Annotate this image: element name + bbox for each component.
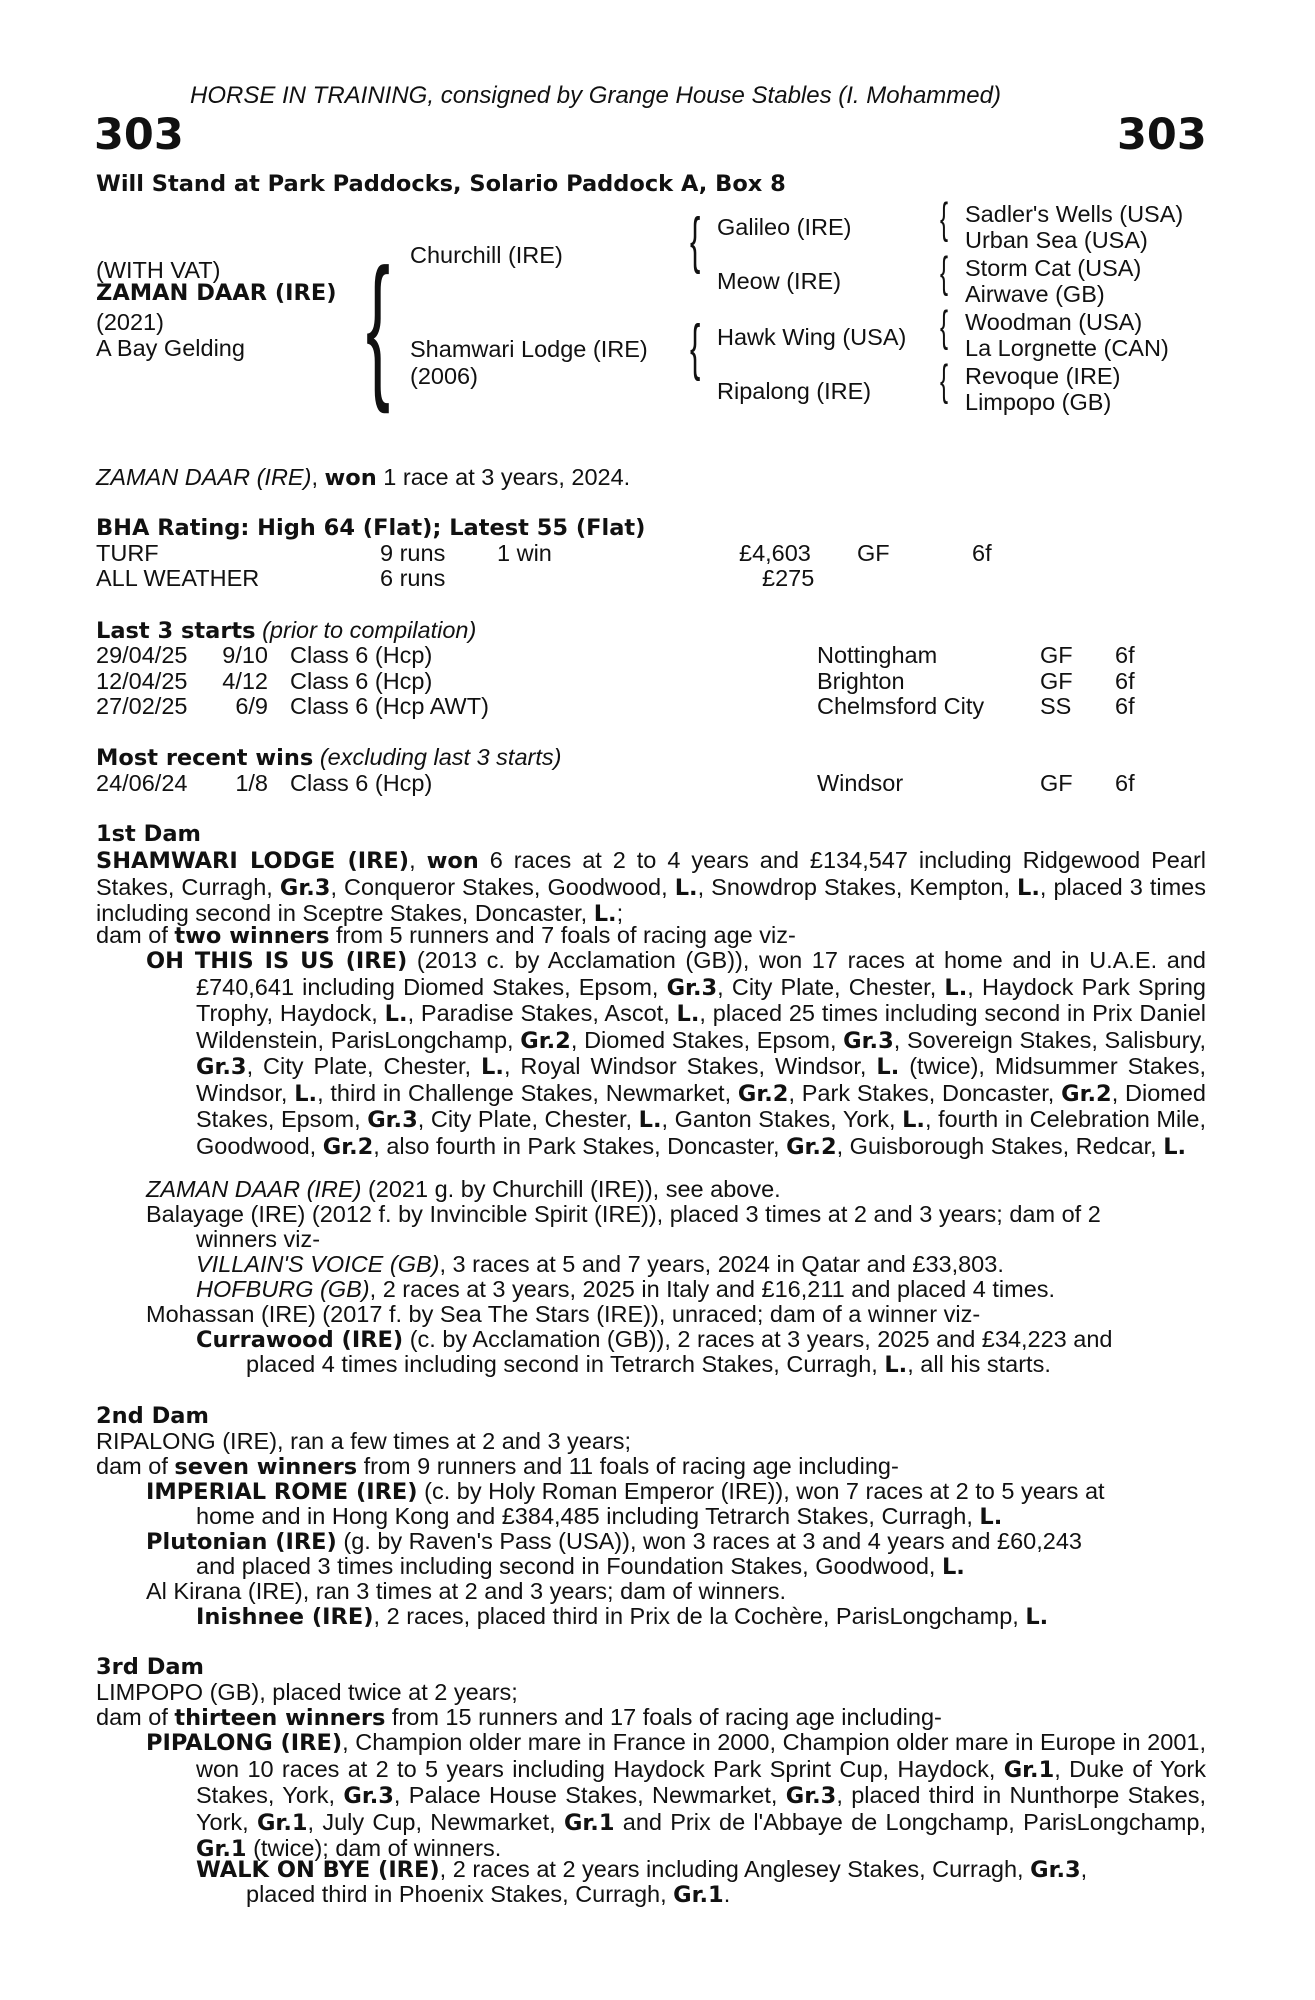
last-start-dist: 6f <box>1115 642 1135 668</box>
pedigree-brace-3c: { <box>940 302 949 351</box>
pedigree-brace-2a: { <box>690 206 701 275</box>
race-grade-mark: Gr.1 <box>1003 1756 1055 1783</box>
pedigree-brace-3d: { <box>940 356 949 405</box>
mohassan-line: Mohassan (IRE) (2017 f. by Sea The Stars (IRE)), unraced; dam of a winner viz- <box>146 1301 981 1327</box>
currawood-name: Currawood (IRE) <box>196 1327 404 1353</box>
dam3-pipalong <box>146 1730 1206 1863</box>
race-grade-mark: Gr.2 <box>322 1133 374 1160</box>
last-start-going: GF <box>1040 667 1073 694</box>
lot-number-right: 303 <box>1117 110 1207 160</box>
rating-runs-0: 9 runs <box>380 540 446 566</box>
dam1-damof-rest: from 5 runners and 7 foals of racing age viz- <box>336 922 796 948</box>
recent-wins-note: (excluding last 3 starts) <box>319 744 562 770</box>
race-grade-mark: L. <box>481 1054 504 1080</box>
dam2-line-1: RIPALONG (IRE), ran a few times at 2 and 3 years; <box>96 1428 632 1454</box>
pedigree-brace-1: { <box>366 235 391 414</box>
dam1-listed-3: L. <box>593 901 617 927</box>
race-grade-mark: L. <box>638 1107 662 1133</box>
last-start-pos: 4/12 <box>222 667 268 694</box>
pedigree-dss: Woodman (USA) <box>965 309 1143 335</box>
last-start-going: SS <box>1040 693 1072 719</box>
last-start-course: Brighton <box>817 667 905 694</box>
pedigree-sire: Churchill (IRE) <box>410 242 563 268</box>
rating-going-0: GF <box>857 540 890 566</box>
dam1-listed-2: L. <box>1017 874 1040 901</box>
dam2-damof: dam of <box>96 1453 168 1479</box>
rating-runs-1: 6 runs <box>380 565 446 591</box>
balayage-line-1: Balayage (IRE) (2012 f. by Invincible Spirit (IRE)), placed 3 times at 2 and 3 years; dam of 2 <box>146 1201 1101 1227</box>
rating-earnings-1: £275 <box>762 565 815 591</box>
race-grade-mark: Gr.3 <box>666 974 718 1001</box>
race-grade-mark: L. <box>676 1001 700 1027</box>
dam1-name: SHAMWARI LODGE (IRE) <box>96 848 410 874</box>
recent-win-going: GF <box>1040 770 1073 796</box>
last-start-race: Class 6 (Hcp) <box>290 667 433 694</box>
dam2-progeny-line <box>96 1454 899 1481</box>
rating-surface-0: TURF <box>96 540 159 566</box>
hofburg-name: HOFBURG (GB) <box>196 1276 370 1302</box>
recent-wins-heading <box>96 745 561 772</box>
dam1-oh-this-is-us <box>146 948 1206 1160</box>
last-start-pos: 9/10 <box>222 642 268 668</box>
last-starts-heading <box>96 618 476 645</box>
imperial-name: IMPERIAL ROME (IRE) <box>146 1479 418 1505</box>
race-grade-mark: Gr.1 <box>196 1836 247 1862</box>
dam1-text-2: , Conqueror Stakes, Goodwood, <box>330 873 668 900</box>
pedigree-brace-3b: { <box>940 248 949 297</box>
plutonian-line-1 <box>146 1529 1082 1556</box>
last-start-date: 27/02/25 <box>96 693 188 719</box>
last-start-dist: 6f <box>1115 667 1135 694</box>
dam1-won: won <box>426 848 479 874</box>
pedigree-ddd: Limpopo (GB) <box>965 389 1112 415</box>
plutonian-listed: L. <box>941 1554 965 1580</box>
race-grade-mark: Gr.3 <box>843 1027 894 1054</box>
recent-win-course: Windsor <box>817 770 904 796</box>
dam1-text-4: , placed 3 times including second in Sceptre Stakes, Doncaster, <box>96 873 1206 926</box>
dam1-heading: 1st Dam <box>96 821 201 847</box>
walk-on-bye-comma: , <box>1080 1856 1088 1882</box>
al-kirana-line: Al Kirana (IRE), ran 3 times at 2 and 3 years; dam of winners. <box>146 1578 786 1604</box>
race-grade-mark: L. <box>944 974 968 1001</box>
pedigree-dam-year: (2006) <box>410 363 478 389</box>
plutonian-text-2: and placed 3 times including second in Foundation Stakes, Goodwood, <box>196 1553 936 1579</box>
inishnee-name: Inishnee (IRE) <box>196 1604 374 1630</box>
imperial-listed: L. <box>979 1504 1003 1530</box>
inishnee-text: , 2 races, placed third in Prix de la Cochère, ParisLongchamp, <box>373 1603 1019 1629</box>
consignor-line: HORSE IN TRAINING, consigned by Grange House Stables (I. Mohammed) <box>190 82 1001 109</box>
imperial-text-1: (c. by Holy Roman Emperor (IRE)), won 7 races at 2 to 5 years at <box>424 1478 1105 1504</box>
dam3-winners: thirteen winners <box>174 1705 386 1731</box>
dam1-progeny-line <box>96 923 796 950</box>
hofburg-line <box>196 1277 1055 1303</box>
pedigree-sss: Sadler's Wells (USA) <box>965 201 1184 227</box>
race-grade-mark: Gr.3 <box>785 1783 837 1809</box>
race-grade-mark: Gr.2 <box>786 1133 837 1160</box>
dam1-text-5: ; <box>616 900 624 926</box>
inishnee-listed: L. <box>1025 1604 1049 1630</box>
race-grade-mark: Gr.1 <box>256 1809 308 1836</box>
walk-on-bye-grade-1: Gr.1 <box>673 1882 724 1908</box>
race-grade-mark: Gr.3 <box>343 1783 394 1809</box>
balayage-line-2: winners viz- <box>196 1226 321 1252</box>
dam1-text-3: , Snowdrop Stakes, Kempton, <box>697 873 1010 900</box>
pedigree-dds: Revoque (IRE) <box>965 363 1121 389</box>
walk-on-bye-name: WALK ON BYE (IRE) <box>196 1857 440 1883</box>
oh-this-is-us-text: (2013 c. by Acclamation (GB)), won 17 races at home and in U.A.E. and £740,641 including Diomed Stakes, Epsom, Gr.3, City Plate, Chester, L., Haydock Park Spring Trophy, Haydock, L., Paradise Stakes, Ascot, L., placed 25 times including second in Prix Daniel Wildenstein, ParisLongchamp, Gr.2, Diomed Stakes, Epsom, Gr.3, Sovereign Stakes, Salisbury, Gr.3, City Plate, Chester, L., Royal Windsor Stakes, Windsor, L. (twice), Midsummer Stakes, Windsor, L., third in Challenge Stakes, Newmarket, Gr.2, Park Stakes, Doncaster, Gr.2, Diomed Stakes, Epsom, Gr.3, City Plate, Chester, L., Ganton Stakes, York, L., fourth in Celebration Mile, Goodwood, Gr.2, also fourth in Park Stakes, Doncaster, Gr.2, Guisborough Stakes, Redcar, L. <box>196 947 1207 1160</box>
race-grade-mark: L. <box>294 1080 318 1107</box>
walk-on-bye-line-2 <box>246 1882 730 1909</box>
dam1-damof: dam of <box>96 922 168 948</box>
last-start-dist: 6f <box>1115 693 1135 719</box>
pedigree-dd: Ripalong (IRE) <box>717 378 872 404</box>
rating-wins-0: 1 win <box>497 540 552 566</box>
recent-win-race: Class 6 (Hcp) <box>290 770 433 796</box>
dam3-damof-rest: from 15 runners and 17 foals of racing age including- <box>391 1704 942 1730</box>
pedigree-dam: Shamwari Lodge (IRE) <box>410 336 648 362</box>
pedigree-sd: Meow (IRE) <box>717 268 842 294</box>
horse-year: (2021) <box>96 309 164 335</box>
last-starts-title: Last 3 starts <box>96 618 256 644</box>
recent-win-date: 24/06/24 <box>96 770 188 796</box>
dam1-winners: two winners <box>174 923 330 949</box>
rating-dist-0: 6f <box>972 540 992 566</box>
currawood-text-1: (c. by Acclamation (GB)), 2 races at 3 years, 2025 and £34,223 and <box>409 1326 1113 1352</box>
plutonian-name: Plutonian (IRE) <box>146 1529 337 1555</box>
pipalong-text: , Champion older mare in France in 2000, Champion older mare in Europe in 2001, won 10 races at 2 to 5 years including Haydock Park Sprint Cup, Haydock, Gr.1, Duke of York Stakes, York, Gr.3, Palace House Stakes, Newmarket, Gr.3, placed third in Nunthorpe Stakes, York, Gr.1, July Cup, Newmarket, Gr.1 and Prix de l'Abbaye de Longchamp, ParisLongchamp, Gr.1 (twice); dam of winners. <box>196 1729 1206 1862</box>
race-grade-mark: L. <box>1163 1133 1187 1160</box>
walk-on-bye-grade-3: Gr.3 <box>1030 1857 1081 1883</box>
dam3-progeny-line <box>96 1705 942 1732</box>
stabling-line: Will Stand at Park Paddocks, Solario Paddock A, Box 8 <box>96 171 786 197</box>
oh-this-is-us-name: OH THIS IS US (IRE) <box>146 948 408 974</box>
race-grade-mark: L. <box>876 1054 900 1080</box>
vat-label: (WITH VAT) <box>96 257 221 283</box>
villain-line <box>196 1252 1004 1278</box>
last-start-race: Class 6 (Hcp AWT) <box>290 693 489 719</box>
race-grade-mark: Gr.2 <box>520 1027 571 1054</box>
dam3-heading: 3rd Dam <box>96 1654 204 1680</box>
race-grade-mark: Gr.3 <box>367 1107 418 1133</box>
lot-number-left: 303 <box>94 110 184 160</box>
last-start-date: 29/04/25 <box>96 642 188 668</box>
plutonian-text-1: (g. by Raven's Pass (USA)), won 3 races at 3 and 4 years and £60,243 <box>343 1528 1082 1554</box>
race-grade-mark: Gr.2 <box>737 1080 789 1107</box>
pedigree-dsd: La Lorgnette (CAN) <box>965 335 1169 361</box>
summary-won: won <box>324 465 377 491</box>
inishnee-line <box>196 1604 1048 1631</box>
recent-win-pos: 1/8 <box>235 770 268 796</box>
currawood-listed: L. <box>884 1352 908 1378</box>
summary-rest: 1 race at 3 years, 2024. <box>383 464 631 490</box>
last-start-going: GF <box>1040 642 1073 668</box>
plutonian-line-2 <box>196 1554 965 1581</box>
pedigree-ss: Galileo (IRE) <box>717 214 852 240</box>
dam1-record: SHAMWARI LODGE (IRE), won 6 races at 2 to 4 years and £134,547 including Ridgewood Pearl Stakes, Curragh, Gr.3, Conqueror Stakes, Goodwood, L., Snowdrop Stakes, Kempton, L., placed 3 times including second in Sceptre Stakes, Doncaster, L.; <box>96 847 1206 927</box>
imperial-line-1 <box>146 1479 1105 1506</box>
race-grade-mark: Gr.3 <box>196 1054 247 1080</box>
walk-on-bye-text-2: placed third in Phoenix Stakes, Curragh, <box>246 1881 667 1907</box>
race-grade-mark: Gr.2 <box>1061 1080 1112 1107</box>
last-start-course: Nottingham <box>817 642 938 668</box>
rating-surface-1: ALL WEATHER <box>96 565 260 591</box>
recent-win-dist: 6f <box>1115 770 1135 796</box>
last-start-date: 12/04/25 <box>96 667 188 694</box>
last-starts-note: (prior to compilation) <box>262 617 477 643</box>
recent-wins-title: Most recent wins <box>96 745 314 771</box>
summary-name: ZAMAN DAAR (IRE) <box>96 464 312 490</box>
zaman-name: ZAMAN DAAR (IRE) <box>146 1176 362 1202</box>
dam2-winners: seven winners <box>174 1454 358 1480</box>
currawood-text-2: placed 4 times including second in Tetrarch Stakes, Curragh, <box>246 1351 878 1377</box>
pedigree-ds: Hawk Wing (USA) <box>717 324 907 350</box>
walk-on-bye-line-1 <box>196 1857 1087 1884</box>
horse-name: ZAMAN DAAR (IRE) <box>96 280 337 306</box>
pedigree-sds: Storm Cat (USA) <box>965 255 1142 281</box>
rating-heading: BHA Rating: High 64 (Flat); Latest 55 (Flat) <box>96 515 646 541</box>
pedigree-brace-2b: { <box>690 313 701 382</box>
last-start-pos: 6/9 <box>235 693 268 719</box>
pedigree-sdd: Airwave (GB) <box>965 281 1105 307</box>
rating-earnings-0: £4,603 <box>739 540 811 566</box>
race-grade-mark: Gr.1 <box>563 1809 615 1836</box>
dam1-listed-1: L. <box>674 874 698 901</box>
imperial-line-2 <box>196 1504 1002 1531</box>
villain-name: VILLAIN'S VOICE (GB) <box>196 1251 440 1277</box>
race-grade-mark: L. <box>902 1107 925 1133</box>
dam2-heading: 2nd Dam <box>96 1403 209 1429</box>
pedigree-ssd: Urban Sea (USA) <box>965 227 1148 253</box>
horse-description: A Bay Gelding <box>96 335 245 361</box>
hofburg-text: , 2 races at 3 years, 2025 in Italy and £16,211 and placed 4 times. <box>369 1276 1056 1302</box>
last-start-race: Class 6 (Hcp) <box>290 642 433 668</box>
pedigree-brace-3a: { <box>940 194 949 243</box>
zaman-text: (2021 g. by Churchill (IRE)), see above. <box>367 1176 781 1202</box>
dam3-damof: dam of <box>96 1704 168 1730</box>
imperial-text-2: home and in Hong Kong and £384,485 including Tetrarch Stakes, Curragh, <box>196 1503 973 1529</box>
dam1-zaman-line <box>146 1177 781 1203</box>
pipalong-name: PIPALONG (IRE) <box>146 1730 343 1756</box>
dam1-grade-1: Gr.3 <box>279 874 331 901</box>
currawood-line-1 <box>196 1327 1113 1354</box>
dam2-damof-rest: from 9 runners and 11 foals of racing age including- <box>363 1453 899 1479</box>
race-summary: ZAMAN DAAR (IRE), won 1 race at 3 years, 2024. <box>96 464 631 491</box>
villain-text: , 3 races at 5 and 7 years, 2024 in Qatar and £33,803. <box>439 1251 1004 1277</box>
dam3-line-1: LIMPOPO (GB), placed twice at 2 years; <box>96 1679 518 1705</box>
walk-on-bye-text-1: , 2 races at 2 years including Anglesey Stakes, Curragh, <box>439 1856 1024 1882</box>
currawood-line-2 <box>246 1352 1051 1379</box>
dam1-text-1: 6 races at 2 to 4 years and £134,547 including Ridgewood Pearl Stakes, Curragh, <box>96 847 1206 900</box>
race-grade-mark: L. <box>384 1001 408 1027</box>
last-start-course: Chelmsford City <box>817 693 985 719</box>
currawood-text-3: , all his starts. <box>907 1351 1051 1377</box>
walk-on-bye-end: . <box>723 1881 731 1907</box>
